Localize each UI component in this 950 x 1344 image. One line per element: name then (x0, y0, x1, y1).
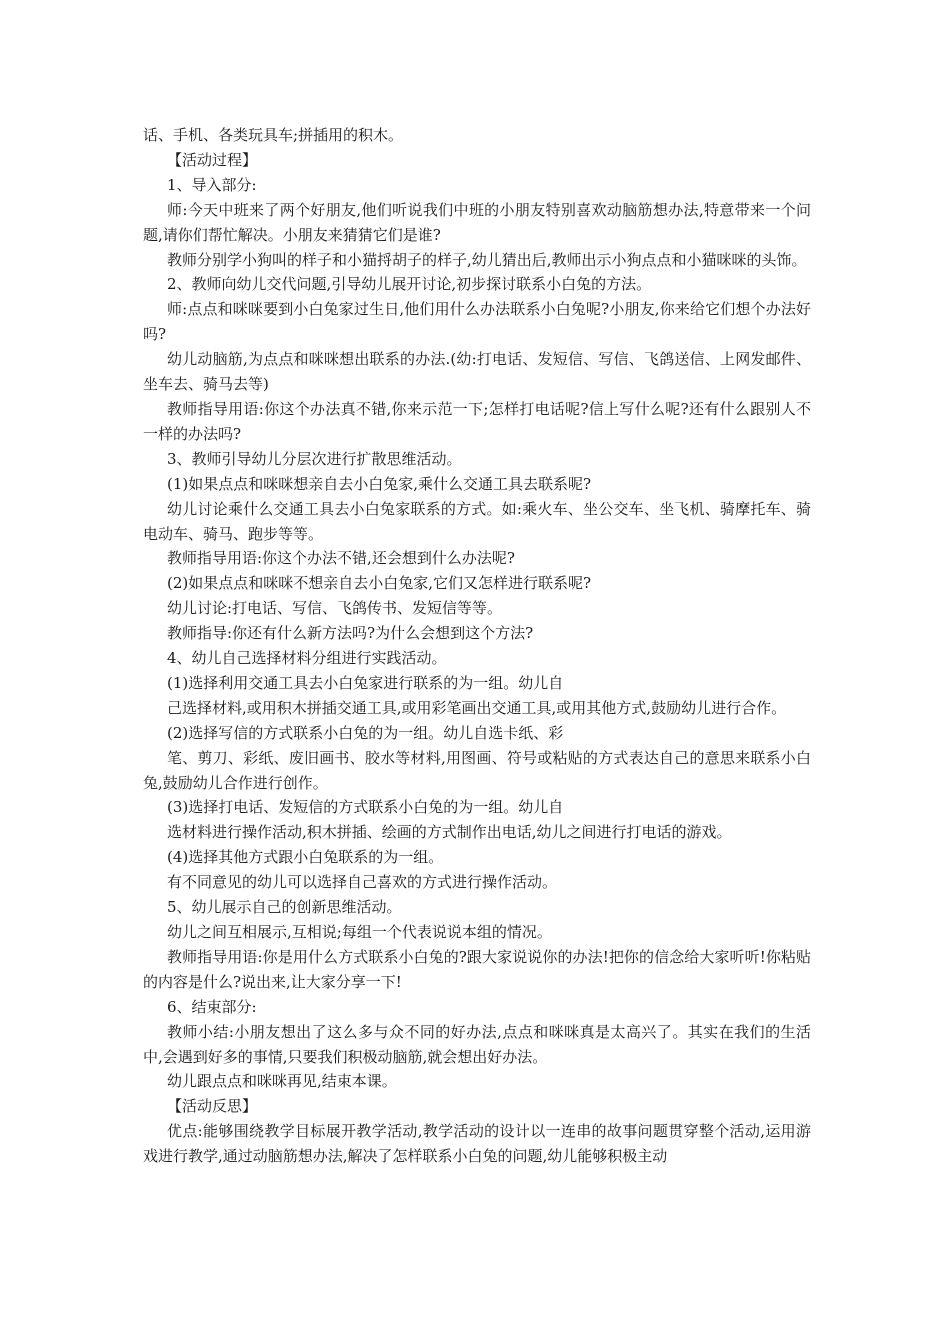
paragraph: (1)如果点点和咪咪想亲自去小白兔家,乘什么交通工具去联系呢? (167, 474, 592, 493)
paragraph: (2)如果点点和咪咪不想亲自去小白兔家,它们又怎样进行联系呢? (167, 574, 592, 593)
paragraph: 【活动反思】 (167, 1097, 258, 1116)
paragraph: 2、教师向幼儿交代问题,引导幼儿展开讨论,初步探讨联系小白兔的方法。 (167, 275, 652, 294)
document-body (143, 123, 811, 1169)
paragraph: 师:点点和咪咪要到小白兔家过生日,他们用什么办法联系小白兔呢?小朋友,你来给它们想个办法好吗? (143, 300, 811, 344)
paragraph: 3、教师引导幼儿分层次进行扩散思维活动。 (167, 449, 462, 468)
paragraph: (4)选择其他方式跟小白兔联系的为一组。 (167, 848, 444, 867)
paragraph: 幼儿之间互相展示,互相说;每组一个代表说说本组的情况。 (167, 923, 552, 941)
paragraph: 话、手机、各类玩具车;拼插用的积木。 (143, 126, 404, 144)
paragraph: 【活动过程】 (167, 150, 258, 169)
paragraph: 1、导入部分: (167, 175, 257, 194)
paragraph: 幼儿讨论乘什么交通工具去小白兔家联系的方式。如:乘火车、坐公交车、坐飞机、骑摩托车、骑电动车、骑马、跑步等等。 (143, 499, 811, 543)
paragraph: 幼儿讨论:打电话、写信、飞鸽传书、发短信等等。 (167, 599, 503, 618)
paragraph: 4、幼儿自己选择材料分组进行实践活动。 (167, 649, 447, 668)
paragraph: 教师小结:小朋友想出了这么多与众不同的好办法,点点和咪咪真是太高兴了。其实在我们的生活中,会遇到好多的事情,只要我们积极动脑筋,就会想出好办法。 (143, 1022, 811, 1066)
paragraph: 5、幼儿展示自己的创新思维活动。 (167, 898, 402, 917)
paragraph: 优点:能够围绕教学目标展开教学活动,教学活动的设计以一连串的故事问题贯穿整个活动,运用游戏进行教学,通过动脑筋想办法,解决了怎样联系小白兔的问题,幼儿能够积极主动 (143, 1122, 811, 1166)
paragraph: 师:今天中班来了两个好朋友,他们听说我们中班的小朋友特别喜欢动脑筋想办法,特意带来一个问题,请你们帮忙解决。小朋友来猜猜它们是谁? (143, 200, 811, 244)
paragraph: (2)选择写信的方式联系小白兔的为一组。幼儿自选卡纸、彩 (167, 723, 564, 742)
paragraph: 教师指导:你还有什么新方法吗?为什么会想到这个方法? (167, 624, 534, 643)
paragraph: 教师指导用语:你是用什么方式联系小白兔的?跟大家说说你的办法!把你的信念给大家听听!你粘贴的内容是什么?说出来,让大家分享一下! (143, 947, 811, 991)
paragraph: 选材料进行操作活动,积木拼插、绘画的方式制作出电话,幼儿之间进行打电话的游戏。 (167, 823, 732, 842)
paragraph: 幼儿跟点点和咪咪再见,结束本课。 (167, 1072, 397, 1091)
paragraph: (1)选择利用交通工具去小白兔家进行联系的为一组。幼儿自 (167, 673, 564, 692)
paragraph: 幼儿动脑筋,为点点和咪咪想出联系的办法.(幼:打电话、发短信、写信、飞鸽送信、上网发邮件、坐车去、骑马去等) (143, 350, 811, 394)
paragraph: 6、结束部分: (167, 997, 257, 1016)
paragraph: 己选择材料,或用积木拼插交通工具,或用彩笔画出交通工具,或用其他方式,鼓励幼儿进行合作。 (167, 698, 787, 717)
paragraph: 笔、剪刀、彩纸、废旧画书、胶水等材料,用图画、符号或粘贴的方式表达自己的意思来联系小白兔,鼓励幼儿合作进行创作。 (143, 748, 811, 792)
paragraph: 教师指导用语:你这个办法真不错,你来示范一下;怎样打电话呢?信上写什么呢?还有什么跟别人不一样的办法吗? (143, 399, 811, 443)
paragraph: (3)选择打电话、发短信的方式联系小白兔的为一组。幼儿自 (167, 798, 564, 817)
paragraph: 有不同意见的幼儿可以选择自己喜欢的方式进行操作活动。 (167, 873, 558, 892)
paragraph: 教师指导用语:你这个办法不错,还会想到什么办法呢? (167, 549, 515, 568)
paragraph: 教师分别学小狗叫的样子和小猫捋胡子的样子,幼儿猜出后,教师出示小狗点点和小猫咪咪的头饰。 (167, 250, 807, 269)
